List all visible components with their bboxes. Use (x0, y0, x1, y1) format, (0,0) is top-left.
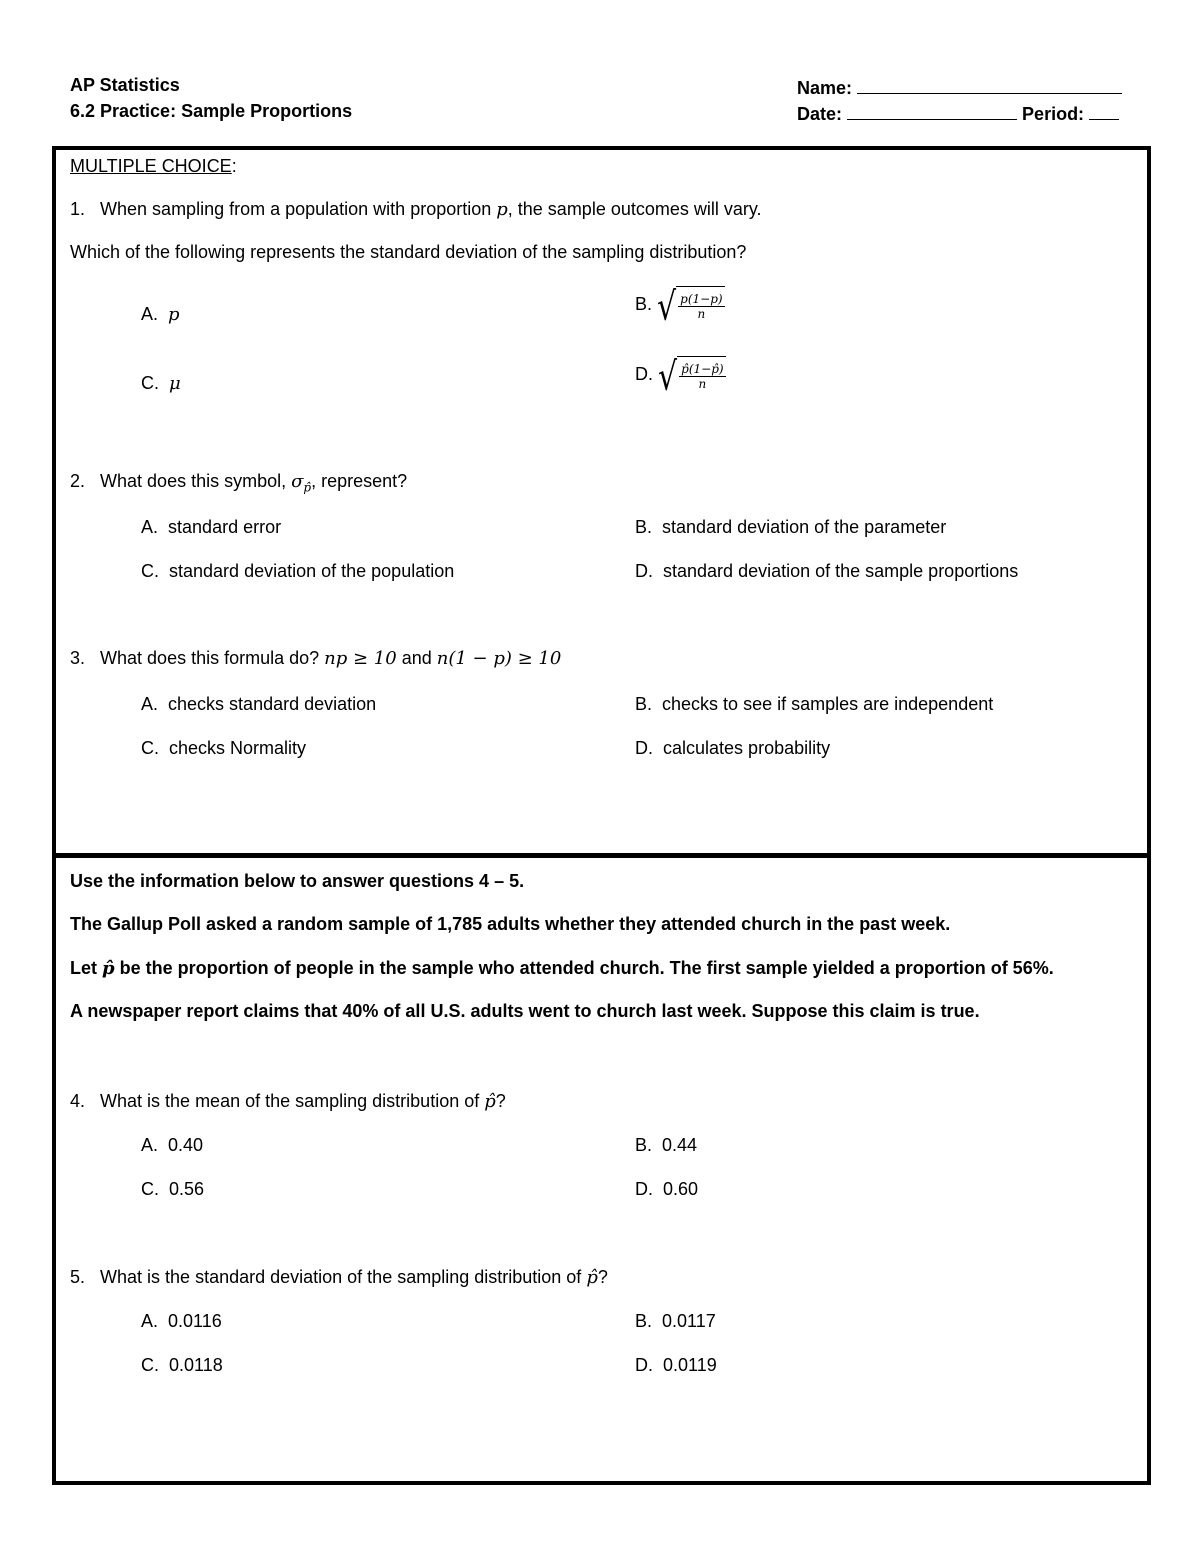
info-line-3 (70, 958, 1054, 979)
q5-c-text: 0.0118 (169, 1355, 223, 1375)
info3-var: p̂ (102, 958, 115, 979)
worksheet-title: 6.2 Practice: Sample Proportions (70, 101, 353, 121)
q1-text-a: When sampling from a population with proportion (100, 199, 497, 219)
q3-option-d[interactable] (635, 738, 830, 759)
q5-text-a: What is the standard deviation of the sampling distribution of (100, 1267, 587, 1287)
date-label: Date: (797, 104, 843, 124)
q4-a-text: 0.40 (168, 1135, 204, 1155)
section-heading-colon: : (231, 156, 237, 176)
info3-b: be the proportion of people in the sample who attended church. The first sample yielded a proportion of 56%. (114, 958, 1054, 978)
q2-symbol-sub: p̂ (303, 480, 312, 495)
q5-b-letter: B. (635, 1311, 653, 1331)
q2-number: 2. (70, 471, 86, 491)
q2-a-letter: A. (141, 517, 159, 537)
gallup-section-box (52, 853, 1151, 1485)
section-heading-text: MULTIPLE CHOICE (70, 156, 232, 176)
period-label: Period: (1022, 104, 1085, 124)
q4-number: 4. (70, 1091, 86, 1111)
name-row (797, 75, 1122, 99)
q3-d-text: calculates probability (663, 738, 831, 758)
info3-a: Let (70, 958, 103, 978)
q3-option-a[interactable] (141, 694, 376, 715)
q1-a-value: p (168, 304, 180, 325)
q2-c-text: standard deviation of the population (169, 561, 455, 581)
q2-d-text: standard deviation of the sample proportions (663, 561, 1019, 581)
q4-d-text: 0.60 (663, 1179, 699, 1199)
q4-a-letter: A. (141, 1135, 159, 1155)
q5-d-text: 0.0119 (663, 1355, 717, 1375)
q2-option-a[interactable] (141, 517, 281, 538)
q3-number: 3. (70, 648, 86, 668)
q5-var: p̂ (586, 1267, 598, 1288)
q1-text-2: Which of the following represents the standard deviation of the sampling distribution? (70, 242, 747, 262)
question-3 (70, 648, 561, 669)
q1-c-letter: C. (141, 373, 159, 393)
q1-d-letter: D. (635, 364, 653, 384)
info-line-4: A newspaper report claims that 40% of all U.S. adults went to church last week. Suppose this claim is true. (70, 1001, 980, 1021)
q4-d-letter: D. (635, 1179, 653, 1199)
info-line-1: Use the information below to answer questions 4 – 5. (70, 871, 525, 891)
q5-option-b[interactable] (635, 1311, 716, 1332)
q5-c-letter: C. (141, 1355, 159, 1375)
q4-c-letter: C. (141, 1179, 159, 1199)
q2-option-c[interactable] (141, 561, 454, 582)
q2-option-d[interactable] (635, 561, 1018, 582)
question-1 (70, 199, 762, 220)
question-2 (70, 471, 407, 495)
q2-symbol: σ (291, 471, 304, 492)
q1-d-numerator: p̂(1−p̂) (681, 362, 724, 376)
q2-c-letter: C. (141, 561, 159, 581)
date-row (797, 101, 1119, 125)
q5-option-a[interactable] (141, 1311, 222, 1332)
q3-d-letter: D. (635, 738, 653, 758)
course-title: AP Statistics (70, 75, 180, 95)
q5-text-b: ? (597, 1267, 608, 1287)
q1-option-a[interactable] (141, 304, 180, 325)
q1-d-sqrt: √ $\frac{p̂(1-p̂)}{n}$ (658, 354, 724, 401)
q2-option-b[interactable] (635, 517, 946, 538)
q1-b-letter: B. (635, 294, 653, 314)
q5-a-text: 0.0116 (168, 1311, 222, 1331)
q4-c-text: 0.56 (169, 1179, 205, 1199)
question-4 (70, 1091, 506, 1112)
q3-b-text: checks to see if samples are independent (662, 694, 994, 714)
q1-var: p (496, 199, 508, 220)
q3-formula-2: n(1 − p) ≥ 10 (436, 648, 562, 669)
q4-option-d[interactable] (635, 1179, 698, 1200)
q2-d-letter: D. (635, 561, 653, 581)
q5-d-letter: D. (635, 1355, 653, 1375)
date-field[interactable] (847, 101, 1017, 120)
q1-d-denominator: n (698, 377, 707, 391)
q4-option-c[interactable] (141, 1179, 204, 1200)
q2-text-a: What does this symbol, (100, 471, 292, 491)
q3-text-a: What does this formula do? (100, 648, 325, 668)
q1-number: 1. (70, 199, 86, 219)
q2-text-b: , represent? (311, 471, 408, 491)
name-field[interactable] (857, 75, 1122, 94)
q3-a-text: checks standard deviation (168, 694, 377, 714)
q1-a-letter: A. (141, 304, 159, 324)
q3-c-letter: C. (141, 738, 159, 758)
q5-option-c[interactable] (141, 1355, 223, 1376)
q3-and: and (396, 648, 437, 668)
q4-var: p̂ (484, 1091, 496, 1112)
q3-c-text: checks Normality (169, 738, 307, 758)
q5-a-letter: A. (141, 1311, 159, 1331)
q1-option-b[interactable] (635, 284, 725, 331)
q1-option-d[interactable] (635, 354, 726, 401)
q2-a-text: standard error (168, 517, 282, 537)
q4-b-letter: B. (635, 1135, 653, 1155)
q1-b-sqrt: √ $\frac{p(1-p)}{n}$ (657, 284, 723, 331)
q2-b-text: standard deviation of the parameter (662, 517, 947, 537)
info-line-2: The Gallup Poll asked a random sample of 1,785 adults whether they attended church in the past week. (70, 914, 951, 934)
q4-b-text: 0.44 (662, 1135, 698, 1155)
q3-b-letter: B. (635, 694, 653, 714)
q1-option-c[interactable] (141, 373, 181, 394)
question-5 (70, 1267, 608, 1288)
q3-a-letter: A. (141, 694, 159, 714)
q3-option-b[interactable] (635, 694, 993, 715)
name-label: Name: (797, 78, 853, 98)
q4-option-a[interactable] (141, 1135, 203, 1156)
q1-c-value: μ (169, 373, 181, 394)
q1-b-numerator: p(1−p) (680, 292, 723, 306)
q5-b-text: 0.0117 (662, 1311, 716, 1331)
section-heading (70, 156, 237, 177)
q3-formula-1: np ≥ 10 (324, 648, 397, 669)
q5-option-d[interactable] (635, 1355, 717, 1376)
q1-text-b: , the sample outcomes will vary. (507, 199, 762, 219)
q3-option-c[interactable] (141, 738, 306, 759)
period-field[interactable] (1089, 101, 1119, 120)
q5-number: 5. (70, 1267, 86, 1287)
q4-text-b: ? (495, 1091, 506, 1111)
q1-b-denominator: n (697, 307, 706, 321)
q4-option-b[interactable] (635, 1135, 697, 1156)
q2-b-letter: B. (635, 517, 653, 537)
q4-text-a: What is the mean of the sampling distribution of (100, 1091, 485, 1111)
